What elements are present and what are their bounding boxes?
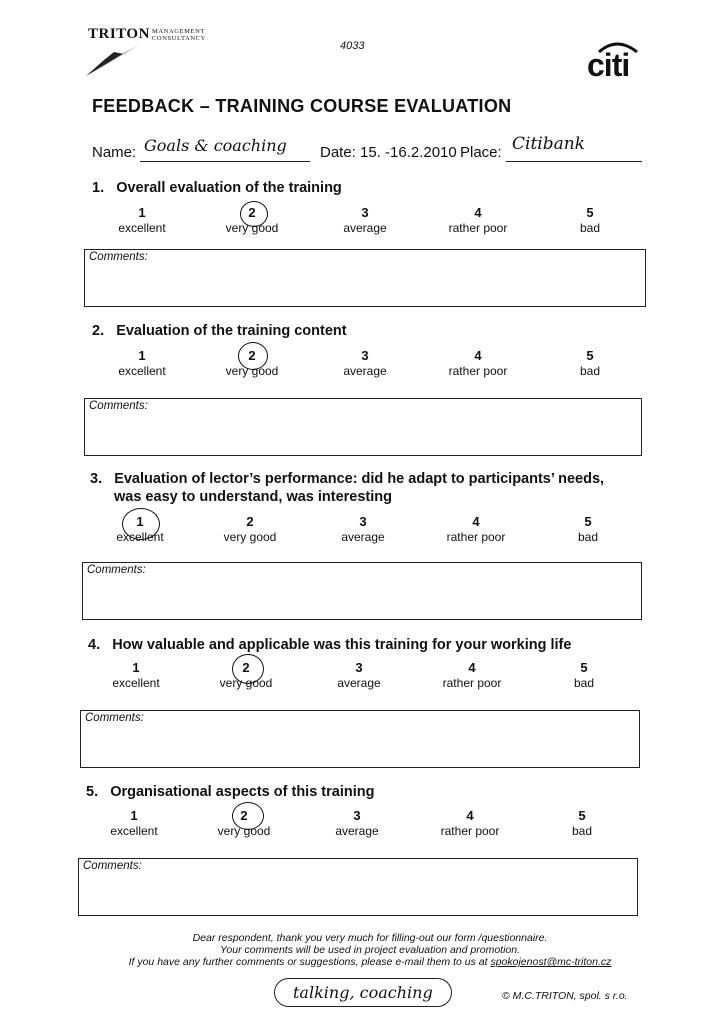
copyright: © M.C.TRITON, spol. s r.o.	[502, 990, 628, 1002]
question-5-title	[86, 783, 374, 801]
question-4-scale	[86, 660, 646, 700]
q1-option-3[interactable]	[315, 205, 415, 235]
q3-option-3-number: 3	[359, 514, 367, 529]
q4-selected-circle	[232, 654, 264, 684]
question-3-number: 3.	[90, 471, 103, 487]
q5-option-4-number: 4	[466, 808, 474, 823]
q3-option-3[interactable]	[313, 514, 413, 544]
question-4-comment-box[interactable]	[80, 710, 640, 768]
question-2-number: 2.	[92, 323, 105, 339]
question-2-text: Evaluation of the training content	[116, 323, 347, 339]
q4-option-2-label: very good	[219, 676, 273, 690]
q2-option-3[interactable]	[315, 348, 415, 378]
q4-option-5-number: 5	[580, 660, 588, 675]
place-underline	[506, 160, 642, 162]
q4-option-4-label: rather poor	[442, 676, 502, 690]
question-1-comment-box[interactable]	[84, 249, 646, 307]
q1-option-2-label: very good	[225, 221, 279, 235]
q3-option-4[interactable]	[426, 514, 526, 544]
q2-option-3-number: 3	[361, 348, 369, 363]
q2-option-4-label: rather poor	[448, 364, 508, 378]
q1-option-3-number: 3	[361, 205, 369, 220]
question-2-comment-box[interactable]	[84, 398, 642, 456]
footer-line-1: Dear respondent, thank you very much for filling-out our form /questionnaire.	[192, 932, 548, 944]
question-3-text: Evaluation of lector’s performance: did he adapt to participants’ needs,	[114, 471, 605, 487]
q1-comments-label: Comments:	[89, 251, 148, 263]
q5-option-2-number: 2	[240, 808, 248, 823]
q3-option-2[interactable]	[200, 514, 300, 544]
q3-option-2-label: very good	[223, 530, 277, 544]
q3-selected-circle	[122, 508, 160, 540]
q1-selected-circle	[240, 201, 268, 227]
question-1-title	[92, 179, 342, 197]
q2-option-1-number: 1	[138, 348, 146, 363]
q4-option-5-label: bad	[573, 676, 595, 690]
q2-option-5[interactable]	[540, 348, 640, 378]
q4-option-3[interactable]	[309, 660, 409, 690]
q5-option-5-label: bad	[571, 824, 593, 838]
question-2-scale	[92, 348, 652, 388]
q2-option-4-number: 4	[474, 348, 482, 363]
question-5-text: Organisational aspects of this training	[110, 784, 375, 800]
q2-option-1-label: excellent	[118, 364, 166, 378]
date-value: 15. -16.2.2010	[360, 144, 457, 161]
q1-option-4-label: rather poor	[448, 221, 508, 235]
q1-option-5-number: 5	[586, 205, 594, 220]
q3-option-1-number: 1	[136, 514, 144, 529]
q1-option-5-label: bad	[579, 221, 601, 235]
q3-option-3-label: average	[341, 530, 385, 544]
document-number: 4033	[340, 40, 365, 52]
form-title: FEEDBACK – TRAINING COURSE EVALUATION	[92, 96, 512, 116]
q2-option-2-number: 2	[248, 348, 256, 363]
question-5-scale	[84, 808, 644, 848]
q1-option-2-number: 2	[248, 205, 256, 220]
q5-option-4[interactable]	[420, 808, 520, 838]
triton-sub-line-2: CONSULTANCY	[152, 35, 206, 42]
q5-option-3-label: average	[335, 824, 379, 838]
q4-option-1-label: excellent	[112, 676, 160, 690]
q3-option-5-label: bad	[577, 530, 599, 544]
q1-option-1[interactable]	[92, 205, 192, 235]
question-3-comment-box[interactable]	[82, 562, 642, 620]
name-underline	[140, 160, 310, 162]
q2-selected-circle	[238, 342, 268, 370]
q5-option-1-label: excellent	[110, 824, 158, 838]
q5-option-2-label: very good	[217, 824, 271, 838]
q3-option-2-number: 2	[246, 514, 254, 529]
svg-text:citi: citi	[587, 47, 630, 82]
place-label: Place:	[460, 144, 502, 161]
q2-option-2-label: very good	[225, 364, 279, 378]
q5-option-4-label: rather poor	[440, 824, 500, 838]
question-3-title	[90, 470, 604, 506]
question-4-title	[88, 636, 571, 654]
name-label: Name:	[92, 144, 137, 161]
q1-option-5[interactable]	[540, 205, 640, 235]
q2-option-4[interactable]	[428, 348, 528, 378]
handwritten-note: talking, coaching	[274, 978, 452, 1007]
q3-option-4-label: rather poor	[446, 530, 506, 544]
q2-comments-label: Comments:	[89, 400, 148, 412]
footer-thanks	[90, 932, 650, 968]
place-value[interactable]: Citibank	[512, 134, 585, 154]
q5-option-3[interactable]	[307, 808, 407, 838]
question-4-number: 4.	[88, 637, 101, 653]
q5-option-5[interactable]	[532, 808, 632, 838]
q4-option-1[interactable]	[86, 660, 186, 690]
citi-logo	[585, 32, 649, 82]
q5-selected-circle	[232, 802, 264, 830]
name-value[interactable]: Goals & coaching	[144, 136, 287, 155]
q3-option-5-number: 5	[584, 514, 592, 529]
q1-option-1-number: 1	[138, 205, 146, 220]
q2-option-1[interactable]	[92, 348, 192, 378]
question-3-text-line-2: was easy to understand, was interesting	[114, 489, 392, 505]
question-5-comment-box[interactable]	[78, 858, 638, 916]
question-4-text: How valuable and applicable was this training for your working life	[112, 637, 572, 653]
q5-option-1[interactable]	[84, 808, 184, 838]
q5-option-1-number: 1	[130, 808, 138, 823]
triton-sub-line-1: MANAGEMENT	[152, 28, 205, 35]
q5-option-3-number: 3	[353, 808, 361, 823]
footer-email-link[interactable]: spokojenost@mc-triton.cz	[490, 956, 612, 968]
question-5-number: 5.	[86, 784, 99, 800]
q1-option-4[interactable]	[428, 205, 528, 235]
q2-option-3-label: average	[343, 364, 387, 378]
question-2-title	[92, 322, 347, 340]
triton-brand-word: TRITON	[88, 26, 150, 42]
q5-comments-label: Comments:	[83, 860, 142, 872]
q3-option-4-number: 4	[472, 514, 480, 529]
triton-wing-icon	[84, 42, 144, 78]
date-label: Date:	[320, 144, 356, 161]
q4-comments-label: Comments:	[85, 712, 144, 724]
q4-option-4-number: 4	[468, 660, 476, 675]
question-3-scale	[90, 514, 650, 554]
respondent-info-row	[92, 132, 652, 172]
footer-line-3	[90, 956, 650, 968]
q4-option-3-label: average	[337, 676, 381, 690]
question-1-number: 1.	[92, 180, 105, 196]
q1-option-3-label: average	[343, 221, 387, 235]
footer-line-2: Your comments will be used in project evaluation and promotion.	[220, 944, 520, 956]
q4-option-5[interactable]	[534, 660, 634, 690]
triton-brand-subtitle	[152, 28, 206, 42]
q2-option-5-label: bad	[579, 364, 601, 378]
q4-option-3-number: 3	[355, 660, 363, 675]
q2-option-5-number: 5	[586, 348, 594, 363]
q4-option-1-number: 1	[132, 660, 140, 675]
q3-option-5[interactable]	[538, 514, 638, 544]
q4-option-2-number: 2	[242, 660, 250, 675]
triton-logo	[84, 26, 234, 78]
q5-option-5-number: 5	[578, 808, 586, 823]
q1-option-1-label: excellent	[118, 221, 166, 235]
footer-line-3-text: If you have any further comments or suggestions, please e-mail them to us at	[128, 956, 488, 968]
question-1-scale	[92, 205, 652, 245]
question-1-text: Overall evaluation of the training	[116, 180, 342, 196]
q1-option-4-number: 4	[474, 205, 482, 220]
q4-option-4[interactable]	[422, 660, 522, 690]
q3-comments-label: Comments:	[87, 564, 146, 576]
q3-option-1-label: excellent	[116, 530, 164, 544]
